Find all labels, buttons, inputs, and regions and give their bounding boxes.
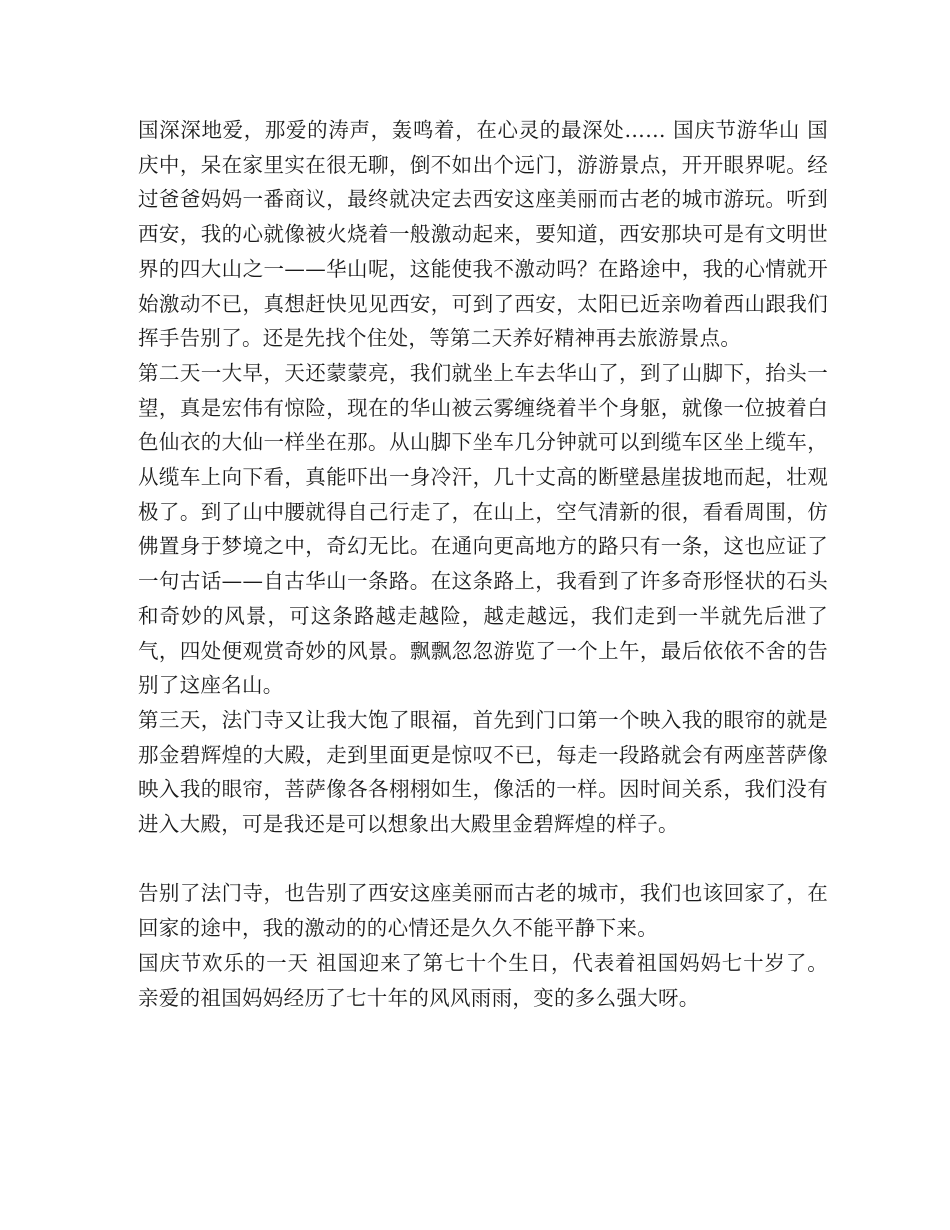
paragraph-national-day: 国庆节欢乐的一天 祖国迎来了第七十个生日，代表着祖国妈妈七十岁了。亲爱的祖国妈妈经历了七十年的风风雨雨，变的多么强大呀。 <box>138 950 828 1010</box>
paragraph-farewell: 告别了法门寺，也告别了西安这座美丽而古老的城市，我们也该回家了，在回家的途中，我的激动的的心情还是久久不能平静下来。 <box>138 881 828 941</box>
document-body <box>138 113 828 1015</box>
paragraph-day-two: 第二天一大早，天还蒙蒙亮，我们就坐上车去华山了，到了山脚下，抬头一望，真是宏伟有惊险，现在的华山被云雾缠绕着半个身躯，就像一位披着白色仙衣的大仙一样坐在那。从山脚下坐车几分钟就可以到缆车区坐上缆车，从缆车上向下看，真能吓出一身冷汗，几十丈高的断壁悬崖拔地而起，壮观极了。到了山中腰就得自己行走了，在山上，空气清新的很，看看周围，仿佛置身于梦境之中，奇幻无比。在通向更高地方的路只有一条，这也应证了一句古话——自古华山一条路。在这条路上，我看到了许多奇形怪状的石头和奇妙的风景，可这条路越走越险，越走越远，我们走到一半就先后泄了气，四处便观赏奇妙的风景。飘飘忽忽游览了一个上午，最后依依不舍的告别了这座名山。 <box>138 360 828 698</box>
paragraph-day-three: 第三天，法门寺又让我大饱了眼福，首先到门口第一个映入我的眼帘的就是那金碧辉煌的大殿，走到里面更是惊叹不已，每走一段路就会有两座菩萨像映入我的眼帘，菩萨像各各栩栩如生，像活的一样。因时间关系，我们没有进入大殿，可是我还是可以想象出大殿里金碧辉煌的样子。 <box>138 707 828 837</box>
paragraph-spacer <box>138 842 828 877</box>
paragraph-huashan-intro: 国深深地爱，那爱的涛声，轰鸣着，在心灵的最深处…… 国庆节游华山 国庆中，呆在家里实在很无聊，倒不如出个远门，游游景点，开开眼界呢。经过爸爸妈妈一番商议，最终就决定去西安这座美丽而古老的城市游玩。听到西安，我的心就像被火烧着一般激动起来，要知道，西安那块可是有文明世界的四大山之一——华山呢，这能使我不激动吗？在路途中，我的心情就开始激动不已，真想赶快见见西安，可到了西安，太阳已近亲吻着西山跟我们挥手告别了。还是先找个住处，等第二天养好精神再去旅游景点。 <box>138 118 828 351</box>
